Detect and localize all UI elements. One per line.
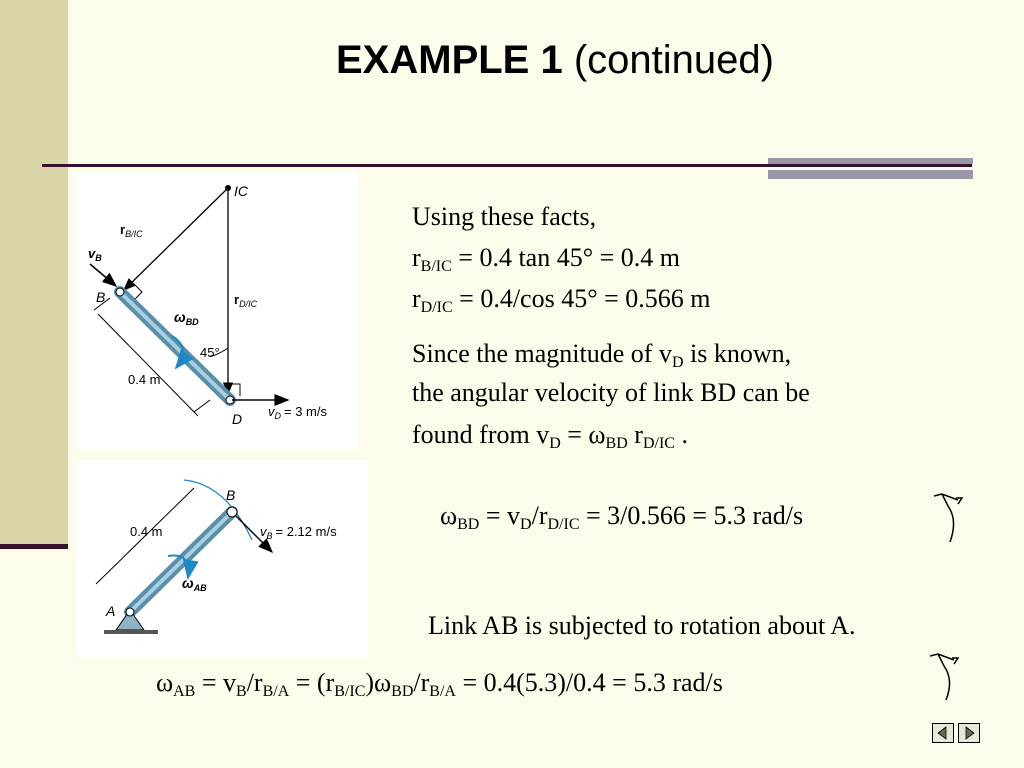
label-0-4m-2: 0.4 m	[130, 524, 163, 539]
eq-part: = v	[201, 668, 237, 697]
eq-sub: BD	[457, 516, 480, 533]
label-b2: B	[226, 487, 236, 503]
text-link-ab	[428, 613, 856, 639]
text-line-2	[412, 243, 681, 275]
text-line-3	[412, 284, 711, 316]
figure-link-bd	[76, 172, 358, 450]
label-a: A	[106, 603, 116, 619]
text-sub: D	[549, 435, 561, 452]
eq-part: = v	[485, 501, 521, 530]
sidebar-rule	[0, 544, 68, 549]
r-sub: B/IC	[420, 258, 452, 275]
eq-part: /r	[413, 668, 430, 697]
text-sub: D	[671, 354, 684, 371]
eq-part: = 3/0.566 = 5.3 rad/s	[585, 501, 804, 530]
decor-bar-top	[768, 158, 973, 164]
dimension-tick-d	[194, 400, 210, 412]
next-slide-button[interactable]	[958, 723, 980, 743]
text-part: is known,	[690, 339, 792, 368]
eq-sub: B/A	[262, 683, 290, 700]
r-symbol: r	[412, 243, 421, 272]
pin-a	[126, 608, 134, 616]
eq-part: )ω	[365, 668, 392, 697]
label-0-4m: 0.4 m	[128, 372, 161, 387]
text-part: .	[681, 420, 688, 449]
label-vd: $v_D = 3$ m/s	[268, 404, 327, 421]
triangle-right-icon	[959, 724, 979, 742]
eq-sub: D/IC	[547, 516, 580, 533]
decor-bar-bottom	[768, 170, 973, 179]
eq-part: /r	[246, 668, 263, 697]
clockwise-rotation-icon	[924, 650, 968, 706]
pin-b2	[227, 507, 237, 517]
label-d: D	[232, 411, 243, 427]
text-line-1	[412, 204, 596, 230]
vb-arrow	[90, 264, 116, 286]
label-vb: $v_B$	[88, 246, 102, 263]
label-rdic: $r_{D/IC}$	[234, 292, 258, 309]
eq-sub: D	[520, 516, 532, 533]
label-vb2: $v_B = 2.12$ m/s	[260, 524, 337, 541]
eq-sub: B	[236, 683, 247, 700]
text-line-4	[412, 339, 792, 371]
eq-part: = (r	[295, 668, 335, 697]
right-angle-b	[134, 284, 142, 300]
text-part: r	[634, 420, 643, 449]
ground-a	[104, 630, 158, 634]
text-line-5-content: the angular velocity of link BD can be	[412, 378, 810, 407]
text-sub: D/IC	[642, 435, 675, 452]
label-b: B	[96, 289, 106, 305]
text-line-6	[412, 420, 688, 452]
eq-rest: = 0.4/cos 45° = 0.566 m	[459, 284, 711, 313]
text-line-1-content: Using these facts,	[412, 202, 597, 231]
label-omega-ab: $\omega_{AB}$	[182, 575, 207, 593]
title-divider	[42, 164, 972, 167]
text-line-5	[412, 380, 810, 406]
title-rest: (continued)	[573, 38, 774, 82]
eq-part: ω	[440, 501, 458, 530]
title-bold: EXAMPLE 1	[336, 38, 563, 82]
r-sub: D/IC	[420, 299, 453, 316]
left-sidebar-band	[0, 0, 68, 548]
text-part: found from v	[412, 420, 550, 449]
text-part: = ω	[567, 420, 606, 449]
text-sub: BD	[605, 435, 628, 452]
clockwise-rotation-icon	[928, 490, 972, 550]
eq-part: = 0.4(5.3)/0.4 = 5.3 rad/s	[462, 668, 723, 697]
eq-sub: B/IC	[334, 683, 366, 700]
label-45: 45°	[200, 345, 220, 360]
eq-part: /r	[531, 501, 548, 530]
eq-sub: AB	[173, 683, 196, 700]
eq-sub: BD	[391, 683, 414, 700]
equation-omega-ab	[156, 668, 723, 700]
figure-link-bd-drawing	[76, 172, 358, 450]
dimension-line	[98, 314, 198, 416]
text-link-ab-content: Link AB is subjected to rotation about A.	[428, 611, 856, 640]
figure-link-ab	[76, 460, 368, 658]
slide-title	[336, 40, 774, 80]
label-rbic: $r_{B/IC}$	[120, 222, 143, 239]
equation-omega-bd	[440, 501, 804, 533]
r-b-ic-vector	[124, 188, 228, 290]
triangle-left-icon	[933, 724, 953, 742]
previous-slide-button[interactable]	[932, 723, 954, 743]
figure-link-ab-drawing	[76, 460, 368, 658]
eq-rest: = 0.4 tan 45° = 0.4 m	[458, 243, 681, 272]
r-symbol: r	[412, 284, 421, 313]
label-ic: IC	[234, 183, 248, 199]
text-part: Since the magnitude of v	[412, 339, 672, 368]
eq-part: ω	[156, 668, 174, 697]
eq-sub: B/A	[429, 683, 456, 700]
pin-b	[116, 288, 124, 296]
label-omega-bd: $\omega_{BD}$	[174, 309, 199, 327]
